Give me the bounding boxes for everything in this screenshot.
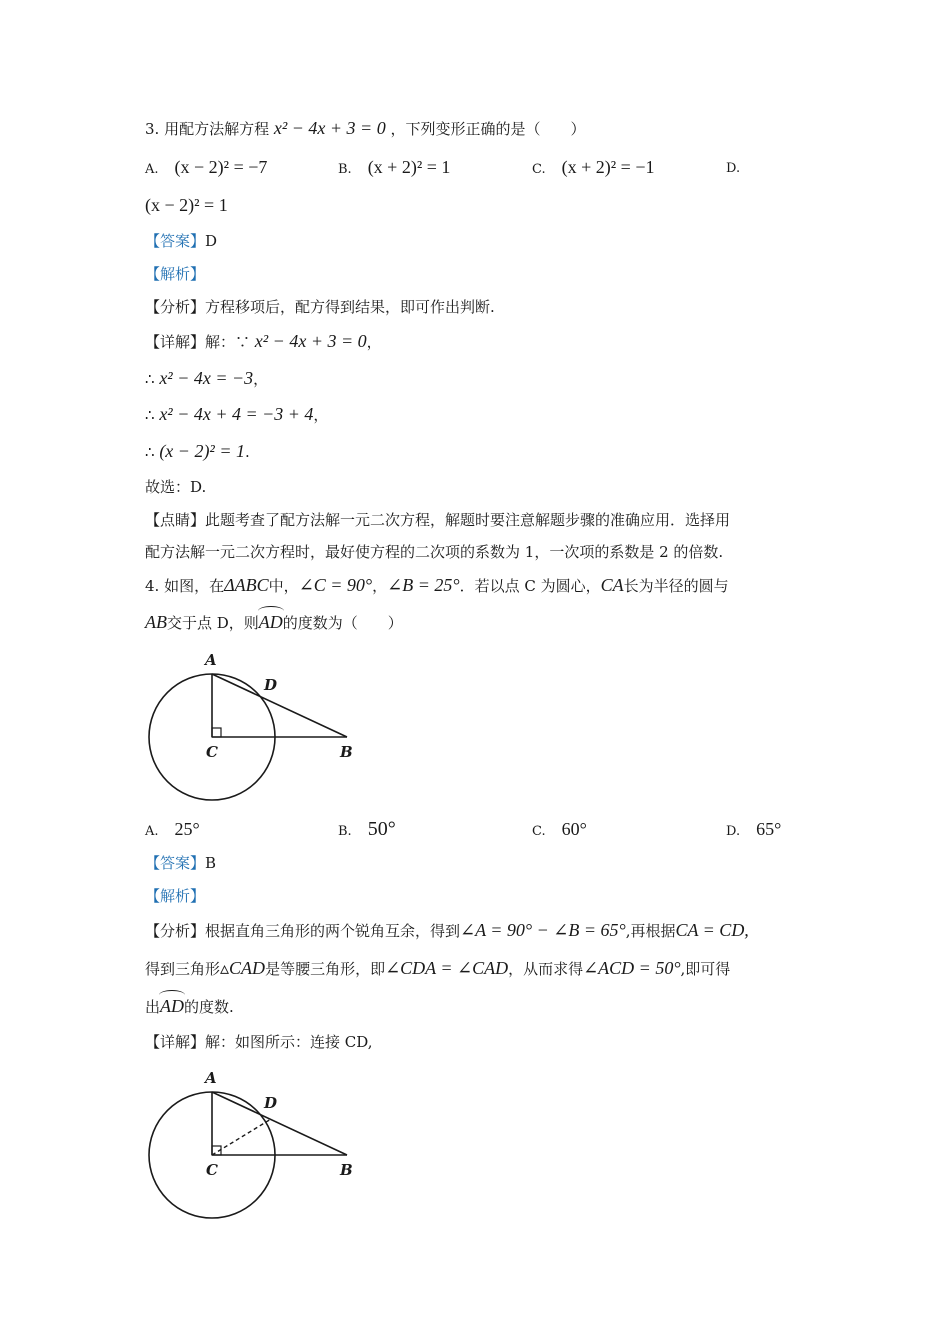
q3-conclusion: 故选：D. [145,478,207,496]
q3-detail: 【详解】解：∵ x² − 4x + 3 = 0， [145,331,382,351]
q4-option-b[interactable]: B. 50° [338,818,396,840]
label-d: D [264,676,278,694]
q3-option-d-key[interactable]: D. [726,161,741,176]
arc-ad: AD [258,612,283,632]
q3-equation: x² − 4x + 3 = 0 [273,118,386,138]
q4-fenxi-line3: 出AD的度数. [145,996,234,1016]
label-c: C [206,1161,218,1179]
label-a: A [205,651,217,669]
label-b: B [340,1161,353,1179]
q4-option-c[interactable]: C. 60° [532,819,587,839]
q3-step-3: ∴ (x − 2)² = 1. [145,441,250,461]
q3-dianjing-line2: 配方法解一元二次方程时，最好使方程的二次项的系数为 1，一次项的系数是 2 的倍数. [145,543,724,561]
q4-fenxi-line1: 【分析】根据直角三角形的两个锐角互余，得到∠A = 90° − ∠B = 65°,再根据CA = CD, [145,920,749,940]
label-d: D [264,1094,278,1112]
q3-fenxi: 【分析】方程移项后，配方得到结果，即可作出判断. [145,298,495,316]
label-b: B [340,743,353,761]
label-c: C [206,743,218,761]
q3-option-b[interactable]: B. (x + 2)² = 1 [338,157,451,177]
q3-option-d[interactable]: (x − 2)² = 1 [145,195,228,215]
q4-figure-1 [140,648,370,813]
q4-option-a[interactable]: A. 25° [145,819,200,839]
q3-stem: 3. 用配方法解方程 x² − 4x + 3 = 0 ，下列变形正确的是（ ） [145,118,586,138]
q4-stem-line2: AB交于点 D，则AD的度数为（ ） [145,612,403,632]
q4-number: 4. [145,577,160,595]
q3-option-a[interactable]: A. (x − 2)² = −7 [145,157,268,177]
q3-option-c[interactable]: C. (x + 2)² = −1 [532,157,655,177]
label-a: A [205,1069,217,1087]
q3-step-2: ∴ x² − 4x + 4 = −3 + 4， [145,404,329,424]
q4-figure-2 [140,1066,370,1231]
q3-step-1: ∴ x² − 4x = −3， [145,368,269,388]
q3-analysis-heading: 【解析】 [145,265,206,283]
q4-answer: 【答案】B [145,854,217,872]
q3-number: 3. [145,120,160,138]
q4-detail: 【详解】解：如图所示：连接 CD, [145,1033,373,1051]
q3-answer: 【答案】D [145,232,218,250]
q4-option-d[interactable]: D. 65° [726,819,782,839]
q4-fenxi-line2: 得到三角形▵CAD是等腰三角形，即∠CDA = ∠CAD，从而求得∠ACD = 50°,即可得 [145,958,731,978]
q3-dianjing-line1: 【点睛】此题考查了配方法解一元二次方程，解题时要注意解题步骤的准确应用．选择用 [145,511,731,529]
arc-ad-2: AD [160,996,185,1016]
q4-analysis-heading: 【解析】 [145,887,206,905]
q4-stem-line1: 4. 如图，在ΔABC中，∠C = 90°，∠B = 25°．若以点 C 为圆心，CA长为半径的圆与 [145,575,729,595]
